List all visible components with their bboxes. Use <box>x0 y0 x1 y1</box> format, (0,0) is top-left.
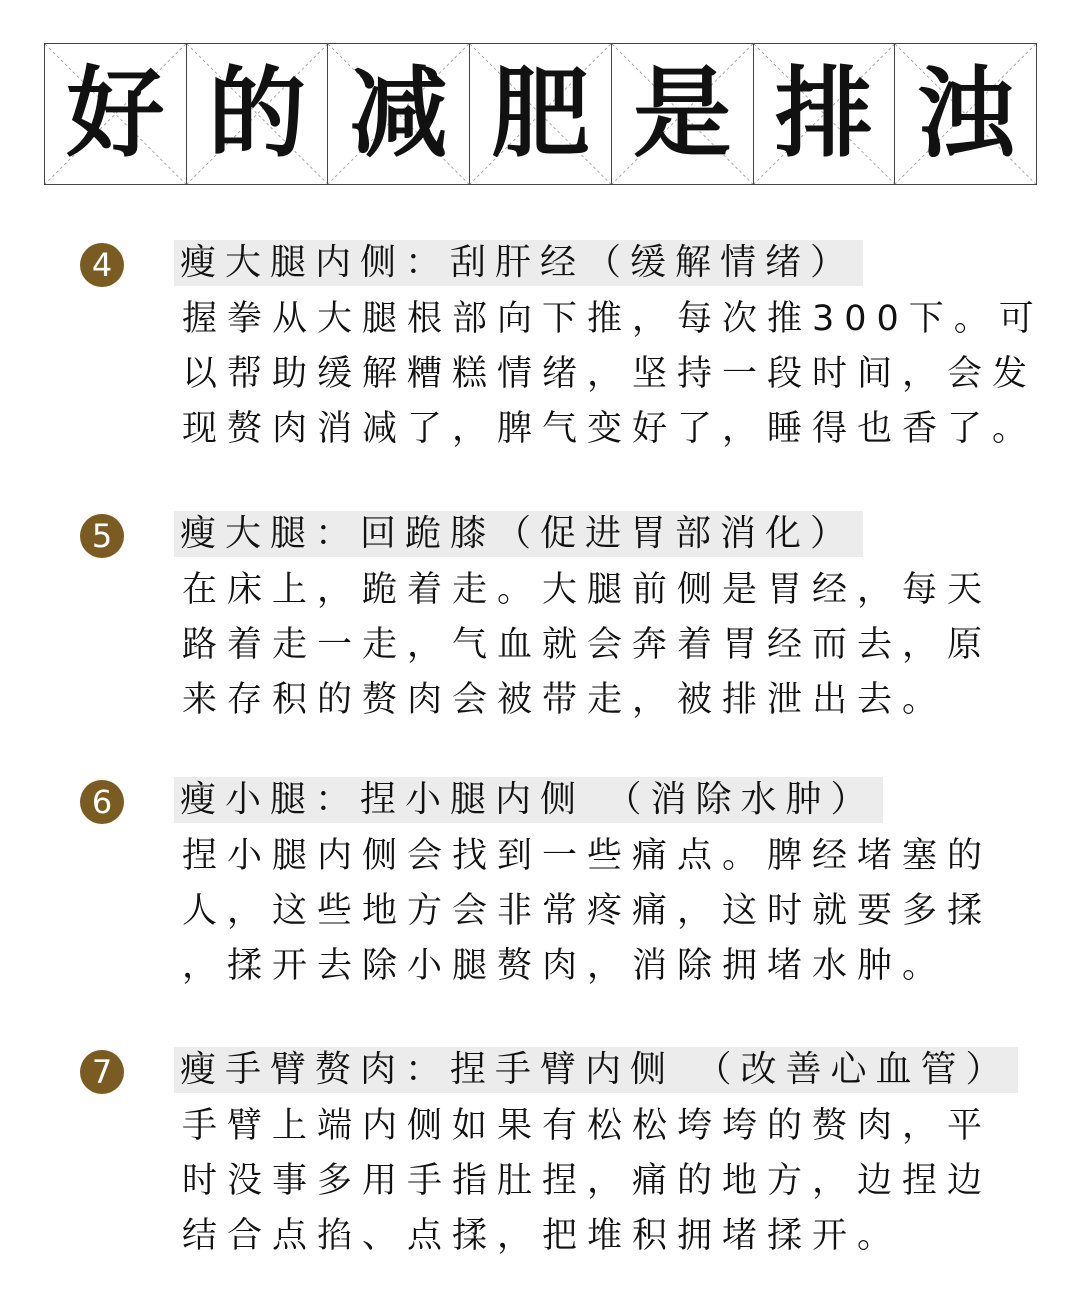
title-cell <box>895 44 1036 184</box>
section-heading: 瘦手臂赘肉：捏手臂内侧 （改善心血管） <box>174 1047 1018 1093</box>
body-line: 时没事多用手指肚捏，痛的地方，边捏边 <box>182 1161 993 1201</box>
body-line: 结合点掐、点揉，把堆积拥堵揉开。 <box>182 1216 903 1256</box>
section-body <box>182 292 1044 457</box>
title-cell <box>187 44 329 184</box>
body-line: 捏小腿内侧会找到一些痛点。脾经堵塞的 <box>182 836 993 876</box>
title-grid <box>44 43 1037 185</box>
number-badge: 7 <box>80 1050 124 1094</box>
number-badge: 4 <box>80 243 124 287</box>
section-body <box>182 1099 993 1264</box>
body-line: 以帮助缓解糟糕情绪，坚持一段时间，会发 <box>182 354 1038 394</box>
body-line: 现赘肉消减了，脾气变好了，睡得也香了。 <box>182 409 1038 449</box>
number-badge: 6 <box>80 780 124 824</box>
title-char: 是 <box>633 57 732 171</box>
section-heading: 瘦大腿内侧：刮肝经（缓解情绪） <box>174 240 863 286</box>
title-cell <box>612 44 754 184</box>
title-char: 肥 <box>491 57 590 171</box>
title-cell <box>754 44 896 184</box>
section-heading: 瘦大腿：回跪膝（促进胃部消化） <box>174 511 863 557</box>
title-cell <box>45 44 187 184</box>
section-body <box>182 829 993 994</box>
title-char: 好 <box>66 57 165 171</box>
title-cell <box>328 44 470 184</box>
number-badge: 5 <box>80 514 124 558</box>
title-char: 排 <box>774 57 873 171</box>
title-char: 浊 <box>916 57 1015 171</box>
body-line: ，揉开去除小腿赘肉，消除拥堵水肿。 <box>182 946 948 986</box>
section-heading: 瘦小腿：捏小腿内侧 （消除水肿） <box>174 777 883 823</box>
body-line: 路着走一走，气血就会奔着胃经而去，原 <box>182 625 993 665</box>
body-line: 手臂上端内侧如果有松松垮垮的赘肉，平 <box>182 1106 993 1146</box>
body-line: 在床上，跪着走。大腿前侧是胃经，每天 <box>182 570 993 610</box>
title-char: 减 <box>349 57 448 171</box>
section-body <box>182 563 993 728</box>
title-char: 的 <box>208 57 307 171</box>
body-line: 人，这些地方会非常疼痛，这时就要多揉 <box>182 891 993 931</box>
body-line: 来存积的赘肉会被带走，被排泄出去。 <box>182 680 948 720</box>
title-cell <box>470 44 612 184</box>
body-line: 握拳从大腿根部向下推，每次推300下。可 <box>182 299 1044 339</box>
